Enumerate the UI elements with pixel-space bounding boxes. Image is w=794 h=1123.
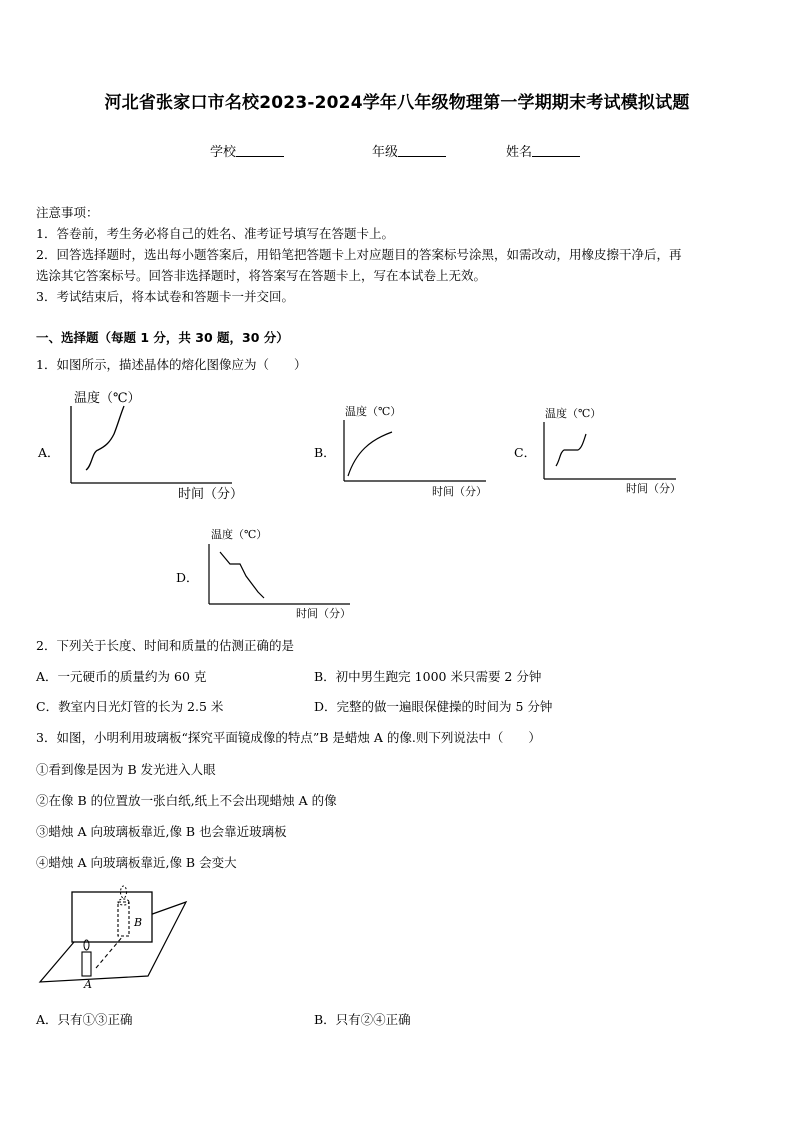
graph-b-curve — [348, 432, 392, 476]
graph-b-ylabel: 温度（℃） — [345, 405, 402, 418]
grade-field — [372, 141, 446, 160]
option-b-label: B． — [314, 445, 336, 460]
name-field — [506, 141, 580, 160]
graph-a-xlabel: 时间（分） — [178, 487, 244, 502]
graph-c-ylabel: 温度（℃） — [545, 407, 602, 420]
question-3-stem: 3．如图，小明利用玻璃板“探究平面镜成像的特点”B 是蜡烛 A 的像.则下列说法中（ ） — [36, 730, 541, 745]
school-label: 学校 — [210, 145, 237, 160]
graph-b-xlabel: 时间（分） — [432, 485, 487, 498]
option-d-label: D． — [176, 570, 199, 585]
graph-c-xlabel: 时间（分） — [626, 482, 681, 495]
notice-header: 注意事项： — [36, 205, 99, 220]
label-b: B — [134, 916, 143, 929]
question-2-stem: 2．下列关于长度、时间和质量的估测正确的是 — [36, 638, 294, 653]
school-field — [210, 141, 284, 160]
q3-option-a: A．只有①③正确 — [36, 1012, 133, 1027]
name-blank — [532, 144, 580, 157]
notice-item-3: 3．考试结束后，将本试卷和答题卡一并交回。 — [36, 289, 294, 304]
page-title: 河北省张家口市名校2023-2024学年八年级物理第一学期期末考试模拟试题 — [104, 93, 690, 113]
notice-item-2: 2．回答选择题时，选出每小题答案后，用铅笔把答题卡上对应题目的答案标号涂黑，如需改动，用橡皮擦干净后，再 — [36, 247, 682, 262]
q2-option-a: A．一元硬币的质量约为 60 克 — [36, 669, 207, 684]
option-a-label: A． — [38, 445, 60, 460]
graph-d-curve — [220, 552, 264, 598]
graph-a-curve — [86, 406, 124, 470]
notice-item-1: 1．答卷前，考生务必将自己的姓名、准考证号填写在答题卡上。 — [36, 226, 394, 241]
graph-a-ylabel: 温度（℃） — [74, 391, 141, 406]
graph-d-ylabel: 温度（℃） — [211, 528, 268, 541]
graph-d — [200, 524, 370, 624]
q3-option-b: B．只有②④正确 — [314, 1012, 411, 1027]
notice-item-2-cont: 选涂其它答案标号。回答非选择题时，将答案写在答题卡上，写在本试卷上无效。 — [36, 268, 487, 283]
graph-b — [336, 402, 506, 502]
grade-label: 年级 — [372, 145, 399, 160]
q2-option-c: C．教室内日光灯管的长为 2.5 米 — [36, 699, 224, 714]
q2-option-b: B．初中男生跑完 1000 米只需要 2 分钟 — [314, 669, 542, 684]
q3-statement-2: ②在像 B 的位置放一张白纸,纸上不会出现蜡烛 A 的像 — [36, 793, 337, 808]
q3-statement-3: ③蜡烛 A 向玻璃板靠近,像 B 也会靠近玻璃板 — [36, 824, 287, 839]
candle-a — [82, 952, 91, 976]
question-1-stem: 1．如图所示，描述晶体的熔化图像应为（ ） — [36, 357, 307, 372]
graph-a — [60, 386, 260, 504]
mirror-experiment-figure — [36, 880, 196, 992]
graph-c — [536, 404, 694, 502]
q3-statement-4: ④蜡烛 A 向玻璃板靠近,像 B 会变大 — [36, 855, 237, 870]
q3-statement-1: ①看到像是因为 B 发光进入人眼 — [36, 762, 216, 777]
grade-blank — [398, 144, 446, 157]
graph-c-curve — [556, 434, 586, 466]
graph-d-xlabel: 时间（分） — [296, 607, 351, 620]
option-c-label: C． — [514, 445, 537, 460]
q2-option-d: D．完整的做一遍眼保健操的时间为 5 分钟 — [314, 699, 553, 714]
name-label: 姓名 — [506, 145, 533, 160]
school-blank — [236, 144, 284, 157]
section-heading: 一、选择题（每题 1 分，共 30 题，30 分） — [36, 330, 289, 345]
label-a: A — [84, 978, 92, 991]
